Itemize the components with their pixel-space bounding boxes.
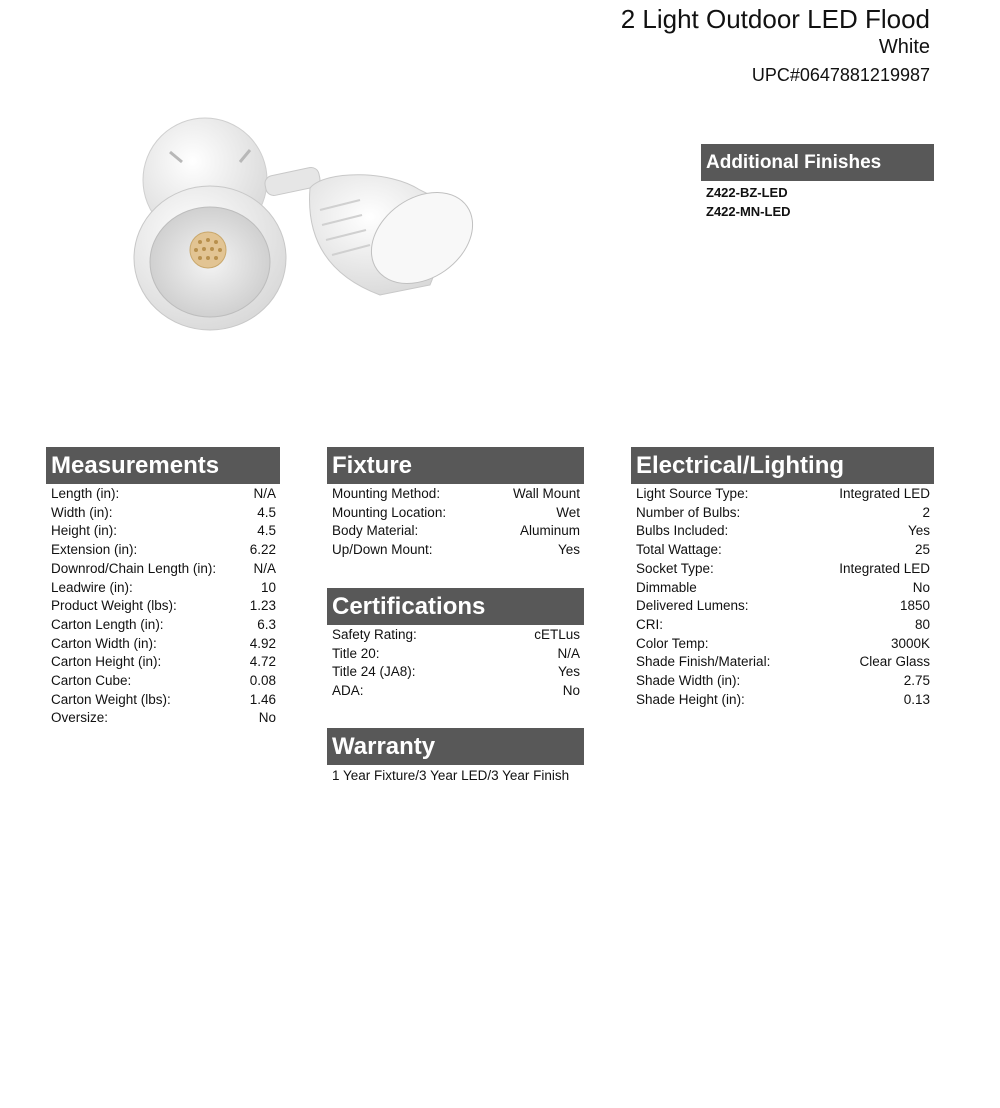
spec-label: CRI: (636, 616, 663, 632)
spec-row (46, 691, 280, 710)
product-finish: White (878, 36, 930, 58)
certifications-header: Certifications (327, 588, 584, 625)
spec-label: ADA: (332, 683, 364, 699)
fixture-header: Fixture (327, 447, 584, 484)
fixture-panel (327, 447, 584, 560)
spec-row (327, 626, 584, 645)
warranty-panel (327, 728, 584, 788)
spec-label: Dimmable (636, 579, 697, 595)
spec-row (46, 579, 280, 598)
spec-value: 2 (922, 504, 930, 520)
spec-value: N/A (253, 486, 276, 501)
spec-row (46, 485, 280, 504)
spec-value: Wet (556, 504, 580, 520)
spec-value: 4.92 (249, 635, 276, 651)
spec-label: Carton Length (in): (51, 616, 164, 632)
spec-label: Mounting Location: (332, 504, 447, 520)
spec-row (631, 579, 934, 598)
spec-label: Delivered Lumens: (636, 598, 749, 614)
spec-label: Light Source Type: (636, 486, 749, 501)
warranty-header: Warranty (327, 728, 584, 765)
measurements-panel (46, 447, 280, 728)
spec-value: 25 (914, 542, 930, 558)
spec-label: Shade Width (in): (636, 673, 741, 689)
spec-row (631, 616, 934, 635)
spec-row (327, 522, 584, 541)
spec-label: Title 24 (JA8): (332, 664, 416, 680)
spec-value: 4.5 (257, 504, 276, 520)
spec-row (46, 653, 280, 672)
spec-label: Mounting Method: (332, 486, 441, 501)
spec-row (631, 560, 934, 579)
spec-row (631, 541, 934, 560)
spec-value: 10 (260, 579, 276, 595)
spec-row (46, 616, 280, 635)
spec-row (46, 672, 280, 691)
spec-value: 1.46 (249, 691, 276, 707)
spec-value: 6.3 (257, 616, 276, 632)
spec-label: Total Wattage: (636, 542, 722, 558)
spec-row (327, 663, 584, 682)
spec-value: 1.23 (249, 598, 276, 614)
spec-row (46, 635, 280, 654)
spec-row (631, 653, 934, 672)
spec-label: Safety Rating: (332, 627, 417, 642)
certifications-panel (327, 588, 584, 701)
spec-label: Carton Width (in): (51, 635, 157, 651)
spec-label: Extension (in): (51, 542, 138, 558)
spec-label: Width (in): (51, 504, 113, 520)
spec-value: Yes (557, 542, 580, 558)
spec-value: Clear Glass (859, 654, 930, 670)
spec-value: No (912, 579, 930, 595)
additional-finishes-panel (701, 144, 934, 221)
spec-row (631, 672, 934, 691)
spec-value: No (258, 710, 276, 726)
spec-row (631, 691, 934, 710)
spec-row (631, 522, 934, 541)
spec-row (46, 709, 280, 728)
spec-row (46, 597, 280, 616)
spec-row (46, 522, 280, 541)
spec-value: 1850 (899, 598, 930, 614)
spec-row (631, 485, 934, 504)
additional-finishes-header: Additional Finishes (701, 144, 934, 181)
spec-value: 6.22 (249, 542, 276, 558)
spec-label: Product Weight (lbs): (51, 598, 177, 614)
product-title: 2 Light Outdoor LED Flood (620, 4, 930, 34)
spec-value: 80 (914, 616, 930, 632)
spec-label: Bulbs Included: (636, 523, 729, 539)
product-upc: UPC#0647881219987 (751, 65, 930, 85)
spec-label: Color Temp: (636, 635, 709, 651)
spec-label: Shade Finish/Material: (636, 654, 771, 670)
spec-label: Carton Weight (lbs): (51, 691, 171, 707)
spec-value: 2.75 (903, 673, 930, 689)
spec-row (631, 635, 934, 654)
finish-link[interactable]: Z422-MN-LED (706, 204, 791, 219)
spec-value: Integrated LED (839, 560, 930, 576)
spec-value: N/A (557, 645, 580, 661)
spec-label: Oversize: (51, 710, 109, 726)
spec-label: Up/Down Mount: (332, 542, 433, 558)
spec-label: Length (in): (51, 486, 120, 501)
spec-label: Carton Cube: (51, 673, 132, 689)
spec-value: Integrated LED (839, 486, 930, 501)
electrical-header: Electrical/Lighting (631, 447, 934, 484)
spec-row (327, 682, 584, 701)
spec-row (631, 504, 934, 523)
measurements-header: Measurements (46, 447, 280, 484)
spec-label: Title 20: (332, 645, 380, 661)
spec-row (327, 541, 584, 560)
spec-value: 0.13 (903, 691, 930, 707)
spec-label: Number of Bulbs: (636, 504, 741, 520)
spec-row (327, 645, 584, 664)
spec-row (46, 504, 280, 523)
spec-label: Height (in): (51, 523, 118, 539)
spec-value: Yes (557, 664, 580, 680)
spec-value: cETLus (534, 627, 580, 642)
spec-row (327, 485, 584, 504)
spec-row (46, 560, 280, 579)
spec-value: No (562, 683, 580, 699)
spec-label: Carton Height (in): (51, 654, 162, 670)
finish-link[interactable]: Z422-BZ-LED (706, 185, 788, 200)
product-image (130, 110, 490, 335)
spec-row (46, 541, 280, 560)
spec-value: 4.5 (257, 523, 276, 539)
spec-row (327, 504, 584, 523)
warranty-text: 1 Year Fixture/3 Year LED/3 Year Finish (332, 768, 570, 783)
spec-label: Leadwire (in): (51, 579, 133, 595)
spec-label: Body Material: (332, 523, 419, 539)
spec-value: Aluminum (519, 523, 580, 539)
spec-value: 3000K (890, 635, 930, 651)
spec-label: Socket Type: (636, 560, 714, 576)
spec-label: Downrod/Chain Length (in): (51, 560, 217, 576)
spec-value: Yes (907, 523, 930, 539)
spec-value: 4.72 (249, 654, 276, 670)
spec-row (631, 597, 934, 616)
spec-value: Wall Mount (512, 486, 580, 501)
spec-value: 0.08 (249, 673, 276, 689)
electrical-panel (631, 447, 934, 709)
spec-label: Shade Height (in): (636, 691, 745, 707)
spec-value: N/A (253, 560, 276, 576)
